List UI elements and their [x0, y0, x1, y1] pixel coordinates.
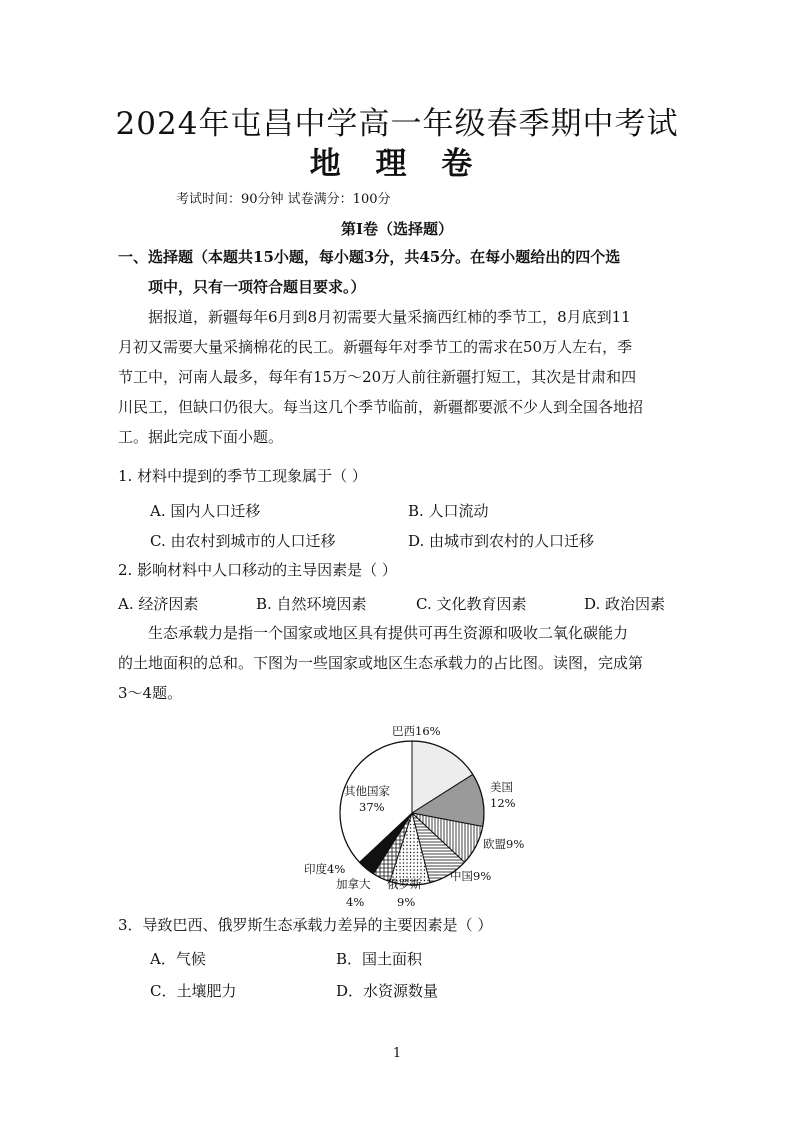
label-eu: 欧盟9% [483, 837, 525, 851]
q2-option-b[interactable]: B. 自然环境因素 [256, 595, 367, 613]
q3-stem: 3．导致巴西、俄罗斯生态承载力差异的主要因素是（ ） [118, 916, 493, 934]
q1-option-b[interactable]: B. 人口流动 [408, 502, 489, 520]
passage1-line-1: 据报道，新疆每年6月到8月初需要大量采摘西红柿的季节工，8月底到11 [148, 308, 631, 326]
label-usa-name: 美国 [490, 780, 513, 794]
section-heading-line-2: 项中，只有一项符合题目要求。） [148, 278, 366, 296]
exam-title: 2024年屯昌中学高一年级春季期中考试 [115, 106, 679, 142]
eco-capacity-pie-chart [290, 718, 550, 910]
q2-option-d[interactable]: D. 政治因素 [584, 595, 666, 613]
label-others-name: 其他国家 [344, 784, 390, 798]
exam-info: 考试时间：90分钟 试卷满分：100分 [176, 192, 391, 207]
passage1-line-4: 川民工，但缺口仍很大。每当这几个季节临前，新疆都要派不少人到全国各地招 [118, 398, 644, 416]
q3-option-c[interactable]: C．土壤肥力 [150, 982, 237, 1000]
q1-option-c[interactable]: C. 由农村到城市的人口迁移 [150, 532, 336, 550]
q2-stem: 2. 影响材料中人口移动的主导因素是（ ） [118, 561, 397, 579]
passage1-line-3: 节工中，河南人最多，每年有15万～20万人前往新疆打短工，其次是甘肃和四 [118, 368, 637, 386]
label-canada-value: 4% [346, 895, 365, 909]
q3-option-b[interactable]: B．国土面积 [336, 950, 423, 968]
volume-heading: 第Ⅰ卷（选择题） [340, 220, 454, 238]
page-number: 1 [392, 1046, 402, 1061]
q1-option-d[interactable]: D. 由城市到农村的人口迁移 [408, 532, 595, 550]
label-canada-name: 加拿大 [336, 877, 371, 891]
label-brazil: 巴西16% [392, 724, 441, 738]
passage1-line-5: 工。据此完成下面小题。 [118, 428, 284, 446]
label-russia-name: 俄罗斯 [387, 877, 422, 891]
section-heading-line-1: 一、选择题（本题共15小题，每小题3分，共45分。在每小题给出的四个选 [118, 248, 621, 266]
passage2-line-3: 3～4题。 [118, 684, 183, 702]
q3-option-d[interactable]: D．水资源数量 [336, 982, 439, 1000]
passage1-line-2: 月初又需要大量采摘棉花的民工。新疆每年对季节工的需求在50万人左右，季 [118, 338, 633, 356]
q2-option-a[interactable]: A. 经济因素 [118, 595, 199, 613]
label-others-value: 37% [359, 800, 385, 814]
passage2-line-1: 生态承载力是指一个国家或地区具有提供可再生资源和吸收二氧化碳能力 [148, 624, 629, 642]
q1-stem: 1. 材料中提到的季节工现象属于（ ） [118, 467, 367, 485]
exam-subtitle: 地 理 卷 [309, 146, 485, 182]
q2-option-c[interactable]: C. 文化教育因素 [416, 595, 527, 613]
label-india: 印度4% [304, 862, 346, 876]
label-russia-value: 9% [397, 895, 416, 909]
passage2-line-2: 的土地面积的总和。下图为一些国家或地区生态承载力的占比图。读图，完成第 [118, 654, 644, 672]
q1-option-a[interactable]: A. 国内人口迁移 [150, 502, 261, 520]
label-china: 中国9% [450, 869, 492, 883]
q3-option-a[interactable]: A．气候 [150, 950, 206, 968]
label-usa-value: 12% [490, 796, 516, 810]
